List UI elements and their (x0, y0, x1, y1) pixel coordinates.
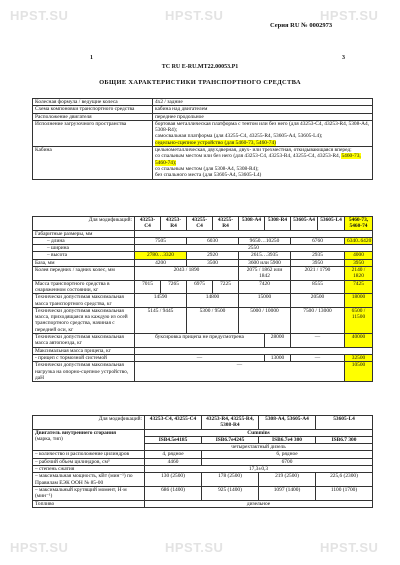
cell: 6500 / 11500 (345, 307, 373, 333)
cell: 9650…10250 (239, 237, 291, 244)
row-label: – рабочий объем цилиндров, см³ (33, 458, 145, 465)
watermark: HPST.SU (320, 540, 379, 555)
table-row (33, 147, 373, 179)
cell: 6975 (187, 280, 213, 294)
row-label: Колесная формула / ведущие колеса (33, 99, 153, 106)
document-code: ТС RU E-RU.MT22.00053.P1 (161, 64, 239, 70)
row-label: Схема компоновки транспортного средства (33, 106, 153, 113)
cell: 3950 (345, 259, 373, 266)
row-label: Технически допустимая максимальная нагрузка на опорно-сцепное устройство, даН (33, 362, 135, 382)
cell: 2140 / 1820 (345, 267, 373, 281)
row-label: Масса транспортного средства в снаряженном состоянии, кг (33, 280, 135, 294)
table-row (33, 473, 373, 487)
section-label: Двигатель внутреннего сгорания (35, 429, 116, 436)
table-row (33, 429, 373, 436)
table-row (33, 237, 373, 244)
table-row (33, 267, 373, 281)
cell: 3600 или 5900 (239, 259, 291, 266)
row-label: Технически допустимая максимальная масса, приходящаяся на каждую из осей транспортного средства, начиная с передней оси, кг (33, 307, 135, 333)
row-value (135, 230, 373, 237)
cell: 18000 (345, 294, 373, 308)
cell: 7265 (161, 280, 187, 294)
row-label: – количество и расположение цилиндров (33, 451, 145, 458)
cell: 15000 (239, 294, 291, 308)
cell: 219 (2500) (259, 473, 316, 487)
table-row (33, 451, 373, 458)
value-line: бортовая металлическая платформа с тентом или без него (для 43253-С4, 43253-R4, 5308-А4, 5308-R4); (155, 120, 370, 134)
highlighted-text: 5460-73, 5460-74); (155, 153, 361, 166)
table-row (33, 113, 373, 120)
cell: ISB6.7e4245 (202, 436, 259, 443)
watermark: HPST.SU (320, 8, 379, 23)
cell: 1097 (1400) (259, 486, 316, 500)
model-header: 53605-L4 (316, 416, 373, 430)
row-label: Максимальная масса прицепа, кг (33, 347, 135, 354)
model-header: 53605-L4 (318, 217, 345, 231)
cell: 10500 (345, 362, 373, 382)
cell: 4460 (145, 458, 202, 465)
model-header: 43253-С4, 43255-С4 (145, 416, 202, 430)
cell: 7015 (135, 280, 161, 294)
table-row (33, 106, 373, 113)
table-row (33, 486, 373, 500)
page-number-right: 3 (342, 55, 345, 61)
cell: 4200 (135, 259, 187, 266)
cell: 7225 (213, 280, 239, 294)
table-header-row (33, 416, 373, 430)
watermark: HPST.SU (10, 540, 69, 555)
header-label: Для модификаций: (33, 416, 145, 430)
cell: 14590 (135, 294, 187, 308)
cell: 2615…3935 (239, 252, 291, 259)
value-line (155, 153, 370, 166)
cell: 5000 / 10000 (239, 307, 291, 333)
value-line: самосвальная платформа (для 43255-С4, 43255-R4, 53605-А4, 53605-L4); (155, 133, 323, 140)
modifications-table (32, 216, 373, 382)
watermark: HPST.SU (165, 8, 224, 23)
cell: 6760 (291, 237, 345, 244)
row-label: База, мм (33, 259, 135, 266)
model-header: 43255-R4 (213, 217, 239, 231)
cell: — (135, 362, 345, 382)
row-label: Расположение двигателя (33, 113, 153, 120)
cell: 7420 (239, 280, 291, 294)
table-row (33, 99, 373, 106)
cell: дизельное (145, 500, 373, 507)
cell: 17,3±0,3 (145, 466, 373, 473)
value-line: без спального места (для 53605-А4, 53605-L4) (155, 172, 262, 179)
cell: 2920 (187, 252, 239, 259)
table-row (33, 230, 373, 237)
cell: ISB4.5e4185 (145, 436, 202, 443)
cell: 7505 (135, 237, 187, 244)
cell: 13000 (265, 354, 291, 361)
row-label: - прицеп с тормозной системой (33, 354, 135, 361)
cell: 178 (2500) (202, 473, 259, 487)
row-value: кабина над двигателем (153, 106, 373, 113)
table-row (33, 259, 373, 266)
table-row (33, 458, 373, 465)
model-header: 43253-R4, 43255-R4, 5308-R4 (202, 416, 259, 430)
serial-number: Серия RU № 0002973 (270, 22, 333, 29)
cell: 7425 (345, 280, 373, 294)
value-line: цельнометаллическая, двухдверная, двух- или трехместная, откидывающаяся вперед; (155, 147, 352, 154)
value-line (155, 140, 370, 146)
cell: 14800 (187, 294, 239, 308)
cell: ISB6.7e4 300 (259, 436, 316, 443)
model-header: 5308-А4 (239, 217, 265, 231)
cell: 20500 (291, 294, 345, 308)
cell: Cummins (145, 429, 373, 436)
row-value: 4х2 / задние (153, 99, 373, 106)
cell: 4, рядное (145, 451, 202, 458)
row-label: – максимальная мощность, кВт (мин⁻¹) по Правилам ЕЭК ООН № 85-00 (33, 473, 145, 487)
cell: 130 (2500) (145, 473, 202, 487)
cell: 7500 / 13000 (291, 307, 345, 333)
general-table (32, 98, 373, 180)
row-label: Технически допустимая максимальная масса транспортного средства, кг (33, 294, 135, 308)
row-label: – максимальный крутящий момент, Н·м (мин⁻¹) (33, 486, 145, 500)
header-label: Для модификаций: (33, 217, 135, 231)
table-row (33, 500, 373, 507)
table-header-row (33, 217, 373, 231)
cell: 686 (1400) (145, 486, 202, 500)
cell: 28000 (265, 334, 291, 348)
table-row (33, 334, 373, 348)
cell: 5145 / 9445 (135, 307, 187, 333)
row-label (33, 429, 145, 451)
cell: 3500 (187, 259, 239, 266)
cell: ISB6.7 300 (316, 436, 373, 443)
cell: буксировка прицепа не предусмотрена (135, 334, 265, 348)
page-number-left: 1 (90, 55, 93, 61)
cell: 2550 (135, 245, 373, 252)
cell: 5300 / 9500 (187, 307, 239, 333)
table-row (33, 294, 373, 308)
model-header: 43253-R4 (161, 217, 187, 231)
cell: 6030 (187, 237, 239, 244)
engine-table (32, 415, 373, 508)
row-label: – степень сжатия (33, 466, 145, 473)
value-text: со спальным местом или без него (для 43253-С4, 43253-R4, 43255-С4, 43253-R4, (155, 153, 341, 160)
cell: 1100 (1700) (316, 486, 373, 500)
row-value (135, 347, 373, 354)
cell: 6, рядное (202, 451, 373, 458)
table-row (33, 120, 373, 146)
table-row (33, 354, 373, 361)
watermark: HPST.SU (165, 540, 224, 555)
cell: — (291, 334, 345, 348)
cell: 6340..6420 (345, 237, 373, 244)
cell: — (291, 354, 345, 361)
value-line: со спальным местом (для 5308-А4, 5308-R4); (155, 165, 259, 172)
table-row (33, 466, 373, 473)
table-row (33, 362, 373, 382)
cell: 40000 (345, 334, 373, 348)
row-value (153, 120, 373, 146)
model-header: 5308-R4 (265, 217, 291, 231)
cell: 32500 (345, 354, 373, 361)
row-value (153, 147, 373, 179)
cell: 6700 (202, 458, 373, 465)
cell: 2043 / 1890 (135, 267, 239, 281)
row-label: Габаритные размеры, мм (33, 230, 135, 237)
model-header: 43255-С4 (187, 217, 213, 231)
cell: 2935 (291, 252, 345, 259)
row-label: – длина (33, 237, 135, 244)
cell: 3950 (291, 259, 345, 266)
table-row (33, 347, 373, 354)
cell: 2021 / 1790 (291, 267, 345, 281)
sub-label: (марка, тип) (35, 435, 63, 442)
table-row (33, 245, 373, 252)
cell: 8555 (291, 280, 345, 294)
model-header: 5308-А4, 53605-А4 (259, 416, 316, 430)
page-title: ОБЩИЕ ХАРАКТЕРИСТИКИ ТРАНСПОРТНОГО СРЕДСТВА (99, 79, 301, 86)
highlighted-text: седельно-сцепное устройство (для 5460-73, 5460-74) (155, 139, 276, 146)
row-value: переднее продольное (153, 113, 373, 120)
cell: 925 (1400) (202, 486, 259, 500)
model-header: 5460-73, 5460-74 (345, 217, 373, 231)
cell: четырехтактный дизель (145, 444, 373, 451)
row-label: Исполнение загрузочного пространства (33, 120, 153, 146)
model-header: 53605-А4 (291, 217, 318, 231)
cell: 2075 / 1862 или 1842 (239, 267, 291, 281)
row-label: Топливо (33, 500, 145, 507)
row-label: Технически допустимая максимальная масса автопоезда, кг (33, 334, 135, 348)
cell: 2780…3320 (135, 252, 187, 259)
row-label: – высота (33, 252, 135, 259)
cell: 4000 (345, 252, 373, 259)
row-label: Кабина (33, 147, 153, 179)
table-row (33, 307, 373, 333)
cell: — (135, 354, 265, 361)
table-row (33, 252, 373, 259)
cell: 225,6 (2300) (316, 473, 373, 487)
model-header: 43253-С4 (135, 217, 161, 231)
watermark: HPST.SU (10, 8, 69, 23)
row-label: Колея передних / задних колес, мм (33, 267, 135, 281)
table-row (33, 280, 373, 294)
row-label: – ширина (33, 245, 135, 252)
